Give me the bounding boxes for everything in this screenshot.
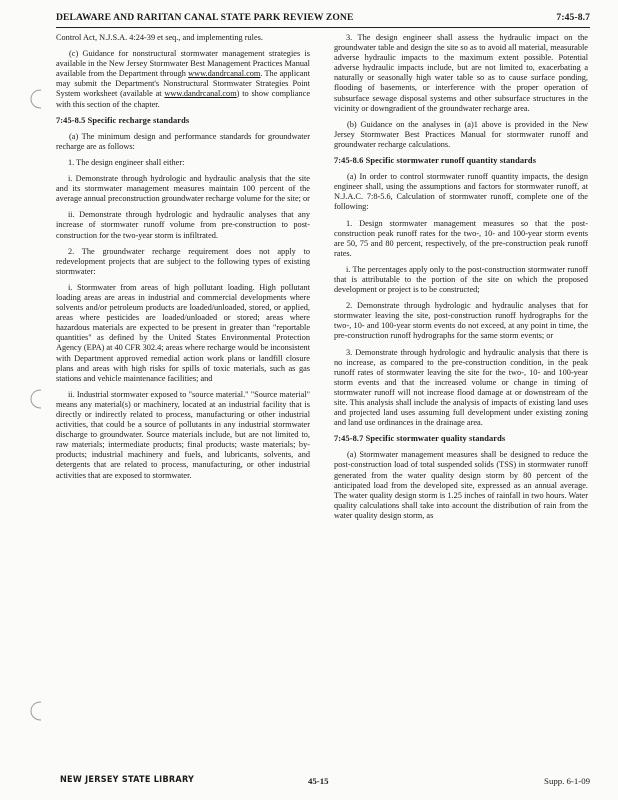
list-item: 3. Demonstrate through hydrologic and hydraulic analysis that there is no increase, as compared to the pre-construction condition, in the peak runoff rates of stormwater leaving the site for the two-, 10- and 100-year storm events and that the increased volume or change in timing of stormwater runoff will not increase flood damage at or downstream of the site. This analysis shall include the analysis of impacts of existing land uses and projected land uses assuming full development under existing zoning and land use ordinances in the drainage area. xyxy=(334,347,588,428)
list-item: 2. Demonstrate through hydrologic and hydraulic analyses that for stormwater leaving the site, post-construction runoff hydrographs for the two-, 10- and 100-year storm events do not exceed, at any point in time, the pre-construction runoff hydrographs for the same storm events; or xyxy=(334,301,588,341)
list-item: 1. Design stormwater management measures so that the post-construction peak runoff rates for the two-, 10- and 100-year storm events are 50, 75 and 80 percent, respectively, of the pre-construction peak runoff rates. xyxy=(334,218,588,258)
binder-hole-mark-icon xyxy=(28,88,44,110)
list-item: i. Stormwater from areas of high pollutant loading. High pollutant loading areas are areas in industrial and commercial developments where solvents and/or petroleum products are loaded/unloaded, stored, or applied, areas where pesticides are loaded/unloaded or stored; areas where hazardous materials are expected to be present in greater than "reportable quantities" as defined by the United States Environmental Protection Agency (EPA) at 40 CFR 302.4; areas where recharge would be inconsistent with Department approved remedial action work plans or landfill closure plans and areas with high risks for spills of toxic materials, such as gas stations and vehicle maintenance facilities; and xyxy=(56,282,310,383)
text-run: ) to show compliance with this section of the chapter. xyxy=(56,89,310,109)
supplement-date: Supp. 6-1-09 xyxy=(544,776,590,786)
list-item: i. Demonstrate through hydrologic and hydraulic analysis that the site and its stormwater management measures maintain 100 percent of the average annual preconstruction groundwater recharge volume for the site; or xyxy=(56,174,310,204)
paragraph: (a) In order to control stormwater runoff quantity impacts, the design engineer shall, using the assumptions and factors for stormwater runoff, at N.J.A.C. 7:8-5.6, Calculation of stormwater runoff, complete one of the following: xyxy=(334,172,588,212)
paragraph: Control Act, N.J.S.A. 4:24-39 et seq., and implementing rules. xyxy=(56,33,263,42)
section-heading: 7:45-8.6 Specific stormwater runoff quantity standards xyxy=(334,156,537,166)
section-heading: 7:45-8.7 Specific stormwater quality standards xyxy=(334,434,506,444)
list-item: 1. The design engineer shall either: xyxy=(68,157,185,167)
text-run: (c) Guidance for nonstructural stormwater management strategies is available in the New Jersey Stormwater Best Management Practices Manual available from the Department through xyxy=(56,49,310,79)
list-item: ii. Industrial stormwater exposed to "source material." "Source material" means any material(s) or machinery, located at an industrial facility that is directly or indirectly related to process, manufacturing or other industrial activities, that could be a source of pollutants in any industrial stormwater discharge to groundwater. Source materials include, but are not limited to, raw materials; intermediate products; final products; waste materials; by-products; industrial machinery and fuels, and lubricants, solvents, and detergents that are related to process, manufacturing, or other industrial activities that are exposed to stormwater. xyxy=(56,389,310,480)
right-column xyxy=(334,33,588,527)
library-stamp: NEW JERSEY STATE LIBRARY xyxy=(60,775,195,785)
list-item: i. The percentages apply only to the post-construction stormwater runoff that is attributable to the portion of the site on which the proposed development or project is to be constructed; xyxy=(334,264,588,295)
dandrcanal-link[interactable]: www.dandrcanal.com xyxy=(164,89,237,99)
header-rule xyxy=(56,27,590,28)
page-number: 45-15 xyxy=(308,776,329,786)
list-item: ii. Demonstrate through hydrologic and hydraulic analyses that any increase of stormwater runoff volume from pre-construction to post-construction for the two-year storm is infiltrated. xyxy=(56,210,310,240)
binder-hole-mark-icon xyxy=(28,700,44,722)
list-item: 3. The design engineer shall assess the hydraulic impact on the groundwater table and design the site so as to avoid all material, measurable adverse hydraulic impacts to the maximum extent possible. Potential adverse hydraulic impacts include, but are not limited to, exacerbating a naturally or seasonally high water table so as to cause surface ponding, flooding of basements, or interference with the proper operation of subsurface sewage disposal systems and other subsurface structures in the vicinity or downgradient of the groundwater recharge area. xyxy=(334,33,588,113)
paragraph-guidance xyxy=(56,49,310,110)
binder-hole-mark-icon xyxy=(28,388,44,410)
header-section: 7:45-8.7 xyxy=(556,12,590,23)
paragraph: (a) The minimum design and performance standards for groundwater recharge are as follows: xyxy=(56,131,310,151)
paragraph: (a) Stormwater management measures shall be designed to reduce the post-construction load of total suspended solids (TSS) in stormwater runoff generated from the water quality design storm by 80 percent of the anticipated load from the developed site, expressed as an annual average. The water quality design storm is 1.25 inches of rainfall in two hours. Water quality calculations shall take into account the distribution of rain from the water quality design storm, as xyxy=(334,450,588,520)
left-column xyxy=(56,33,310,487)
text-run: . The applicant may submit the Department's Nonstructural Stormwater Strategies Point System worksheet (available at xyxy=(56,69,310,99)
header-title: DELAWARE AND RARITAN CANAL STATE PARK REVIEW ZONE xyxy=(56,12,354,23)
paragraph: (b) Guidance on the analyses in (a)1 above is provided in the New Jersey Stormwater Best Practices Manual for stormwater runoff and groundwater recharge calculations. xyxy=(334,119,588,149)
list-item: 2. The groundwater recharge requirement does not apply to redevelopment projects that are subject to the following types of existing stormwater: xyxy=(56,246,310,276)
section-heading: 7:45-8.5 Specific recharge standards xyxy=(56,115,190,125)
dandrcanal-link[interactable]: www.dandrcanal.com xyxy=(188,69,261,79)
